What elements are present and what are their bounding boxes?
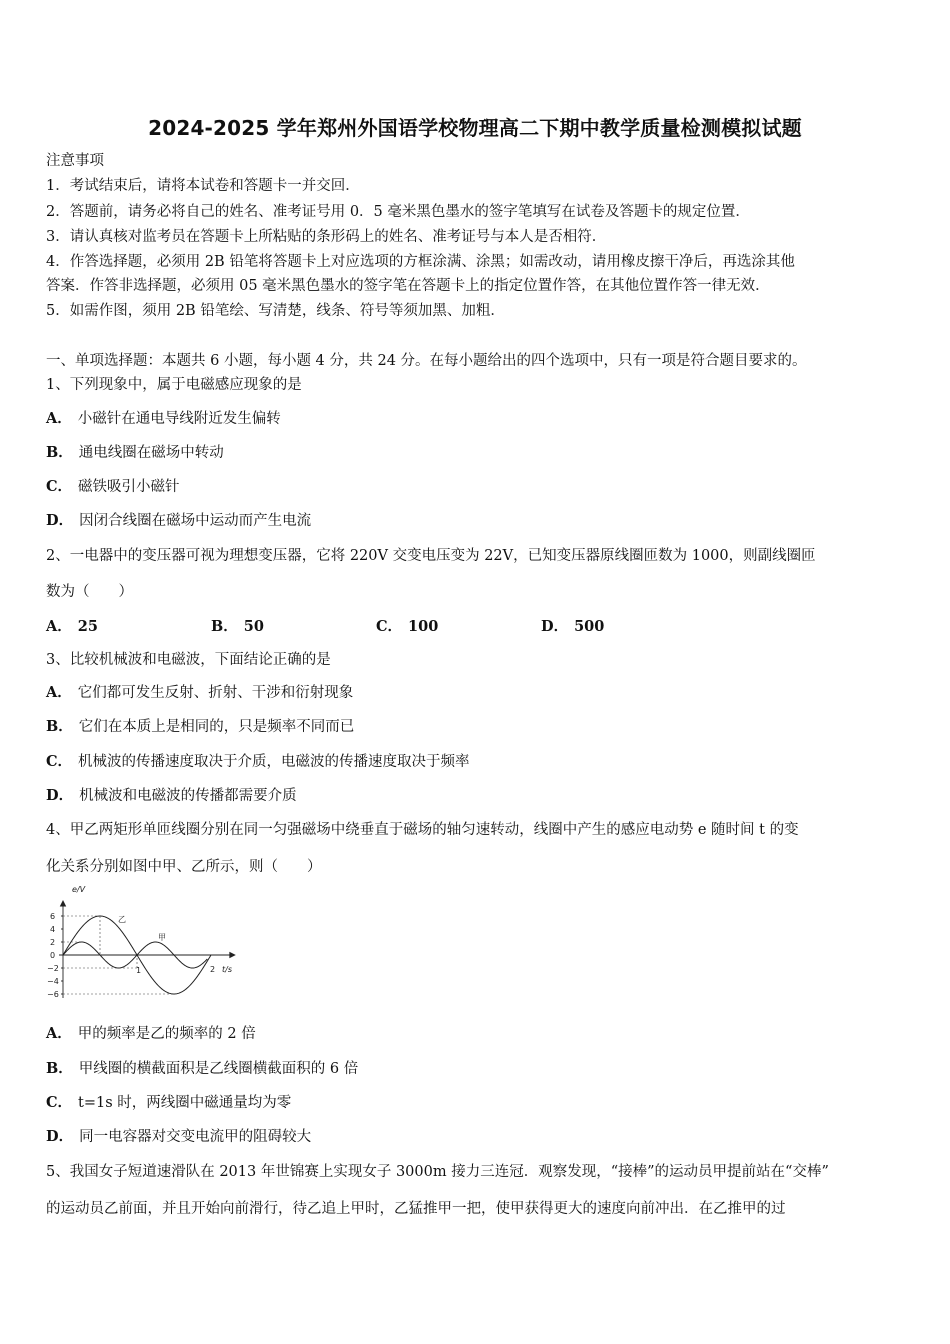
- option-label: B．: [46, 718, 73, 735]
- x-axis-arrow: [230, 953, 235, 958]
- q3-option-c: [46, 752, 470, 772]
- question-4-stem-cont: 化关系分别如图中甲、乙所示，则（ ）: [46, 859, 322, 875]
- q4-option-d: [46, 1127, 311, 1147]
- option-label: B．: [46, 1060, 73, 1077]
- option-label: A．: [46, 684, 72, 701]
- option-label: C．: [46, 1094, 73, 1111]
- y-axis-label: e/V: [72, 885, 86, 894]
- question-5-stem: 5、我国女子短道速滑队在 2013 年世锦赛上实现女子 3000m 接力三连冠．观察发现，“接棒”的运动员甲提前站在“交棒”: [46, 1164, 829, 1180]
- question-2-stem-cont: 数为（ ）: [46, 584, 133, 600]
- option-label: C．: [46, 753, 73, 770]
- y-tick: −2: [47, 964, 59, 973]
- option-text: 甲线圈的横截面积是乙线圈横截面积的 6 倍: [78, 1061, 359, 1077]
- option-label: C．: [46, 478, 73, 495]
- question-5-stem-cont: 的运动员乙前面，并且开始向前滑行，待乙追上甲时，乙猛推甲一把，使甲获得更大的速度向前冲出．在乙推甲的过: [46, 1201, 786, 1217]
- y-tick: 6: [50, 912, 56, 921]
- q3-option-a: [46, 683, 353, 703]
- emf-time-graph: [46, 880, 246, 1005]
- option-text: 机械波和电磁波的传播都需要介质: [79, 788, 297, 804]
- q3-option-d: [46, 786, 297, 806]
- x-axis-label: t/s: [222, 965, 232, 974]
- y-tick: 2: [50, 938, 56, 947]
- y-tick: 0: [50, 951, 56, 960]
- option-text: 同一电容器对交变电流甲的阻碍较大: [79, 1129, 312, 1145]
- option-text: 因闭合线圈在磁场中运动而产生电流: [79, 513, 312, 529]
- y-axis-arrow: [61, 901, 66, 906]
- notice-item: 5．如需作图，须用 2B 铅笔绘、写清楚，线条、符号等须加黑、加粗．: [46, 303, 505, 319]
- option-label: D．: [46, 1128, 74, 1145]
- q4-option-b: [46, 1059, 358, 1079]
- curve-label-jia: 甲: [158, 933, 166, 942]
- section-heading: 一、单项选择题：本题共 6 小题，每小题 4 分，共 24 分。在每小题给出的四个选项中，只有一项是符合题目要求的。: [46, 353, 807, 369]
- option-label: A．: [46, 618, 72, 635]
- notice-item: 2．答题前，请务必将自己的姓名、准考证号用 0．5 毫米黑色墨水的签字笔填写在试卷及答题卡的规定位置．: [46, 204, 750, 220]
- option-label: C．: [376, 618, 403, 635]
- option-label: B．: [46, 444, 73, 461]
- option-text: 它们都可发生反射、折射、干涉和衍射现象: [77, 685, 354, 701]
- question-4-stem: 4、甲乙两矩形单匝线圈分别在同一匀强磁场中绕垂直于磁场的轴匀速转动，线圈中产生的感应电动势 e 随时间 t 的变: [46, 822, 799, 838]
- x-tick: 1: [136, 966, 142, 975]
- option-text: 100: [408, 618, 439, 635]
- curve-label-yi: 乙: [118, 915, 126, 924]
- q2-option-c: [376, 617, 541, 637]
- q4-option-c: [46, 1093, 291, 1113]
- q1-option-d: [46, 511, 311, 531]
- option-text: t=1s 时，两线圈中磁通量均为零: [78, 1095, 292, 1111]
- question-3-stem: 3、比较机械波和电磁波，下面结论正确的是: [46, 652, 331, 668]
- q1-option-c: [46, 477, 180, 497]
- y-tick: −6: [47, 990, 59, 999]
- option-label: A．: [46, 410, 72, 427]
- option-text: 小磁针在通电导线附近发生偏转: [77, 411, 281, 427]
- option-text: 50: [243, 618, 264, 635]
- notice-item: 3．请认真核对监考员在答题卡上所粘贴的条形码上的姓名、准考证号与本人是否相符．: [46, 229, 607, 245]
- notice-item: 1．考试结束后，请将本试卷和答题卡一并交回．: [46, 178, 360, 194]
- option-text: 500: [574, 618, 605, 635]
- option-text: 通电线圈在磁场中转动: [78, 445, 224, 461]
- q2-option-a: [46, 617, 211, 637]
- question-2-stem: 2、一电器中的变压器可视为理想变压器，它将 220V 交变电压变为 22V，已知变压器原线圈匝数为 1000，则副线圈匝: [46, 548, 816, 564]
- option-label: D．: [541, 618, 569, 635]
- notice-item: 答案．作答非选择题，必须用 05 毫米黑色墨水的签字笔在答题卡上的指定位置作答，在其他位置作答一律无效．: [46, 278, 770, 294]
- option-label: A．: [46, 1025, 72, 1042]
- q3-option-b: [46, 717, 354, 737]
- q4-option-a: [46, 1024, 256, 1044]
- page-title: 2024-2025 学年郑州外国语学校物理高二下期中教学质量检测模拟试题: [148, 116, 802, 140]
- option-label: D．: [46, 512, 74, 529]
- option-label: D．: [46, 787, 74, 804]
- notice-item: 4．作答选择题，必须用 2B 铅笔将答题卡上对应选项的方框涂满、涂黑；如需改动，请用橡皮擦干净后，再选涂其他: [46, 254, 795, 270]
- option-text: 磁铁吸引小磁针: [78, 479, 180, 495]
- option-text: 25: [77, 618, 98, 635]
- option-text: 它们在本质上是相同的，只是频率不同而已: [78, 719, 355, 735]
- q2-option-b: [211, 617, 376, 637]
- x-tick: 2: [210, 965, 216, 974]
- q1-option-b: [46, 443, 224, 463]
- option-label: B．: [211, 618, 238, 635]
- question-1-stem: 1、下列现象中，属于电磁感应现象的是: [46, 377, 302, 393]
- q1-option-a: [46, 409, 281, 429]
- q2-option-d: [541, 617, 604, 637]
- q2-options-row: [46, 617, 604, 637]
- y-tick: 4: [50, 925, 56, 934]
- y-tick: −4: [47, 977, 59, 986]
- option-text: 机械波的传播速度取决于介质，电磁波的传播速度取决于频率: [78, 754, 470, 770]
- option-text: 甲的频率是乙的频率的 2 倍: [77, 1026, 256, 1042]
- notice-heading: 注意事项: [46, 153, 104, 169]
